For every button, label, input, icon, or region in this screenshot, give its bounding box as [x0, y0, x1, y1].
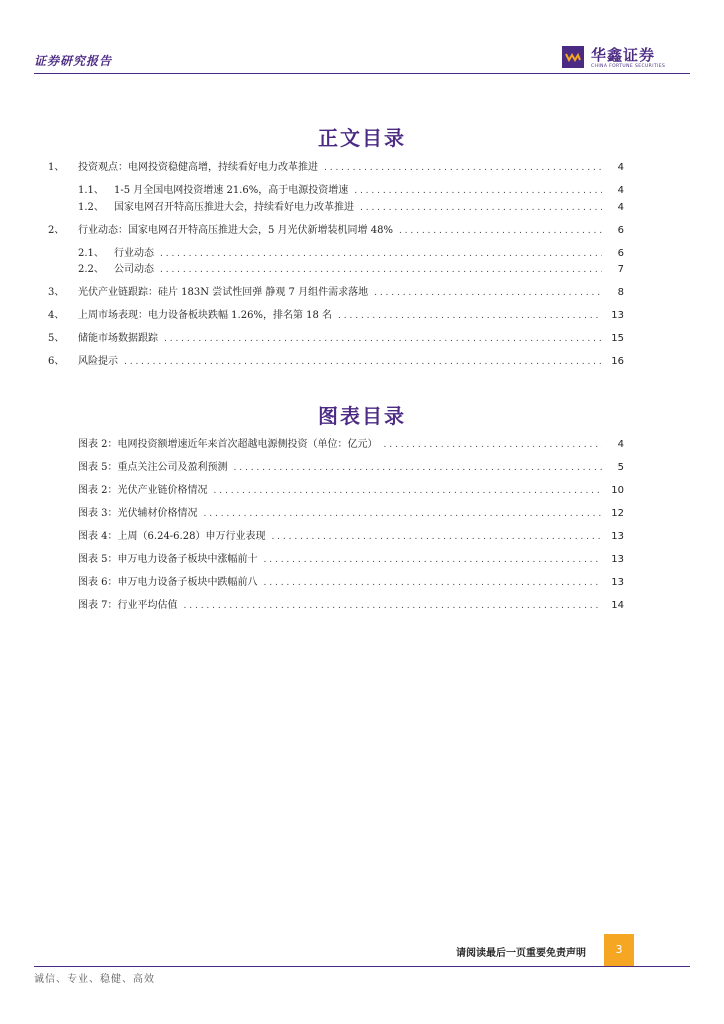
figure-entry-page: 13 — [611, 577, 624, 588]
toc-entry-number: 6、 — [48, 356, 65, 367]
figure-entry-page: 12 — [611, 508, 624, 519]
figure-entry-page: 4 — [617, 439, 624, 450]
toc-entry-number: 3、 — [48, 287, 65, 298]
toc-entry-text: 储能市场数据跟踪 — [78, 333, 158, 344]
toc-entry-page: 8 — [617, 287, 624, 298]
figure-entry-page: 13 — [611, 531, 624, 542]
toc-entry-page: 13 — [611, 310, 624, 321]
logo-text: 华鑫证券 — [591, 46, 656, 64]
toc-entry-text: 上周市场表现：电力设备板块跌幅 1.26%，排名第 18 名 — [78, 310, 333, 321]
figure-leader-dots — [234, 460, 602, 476]
toc-title: 正文目录 — [318, 126, 406, 150]
toc-entry-number: 1.1、 — [78, 185, 104, 196]
toc-leader-dots — [360, 200, 602, 216]
figure-entry-text: 图表 3：光伏辅材价格情况 — [78, 508, 198, 519]
toc-entry-text: 行业动态 — [114, 248, 154, 259]
figure-entry[interactable] — [78, 483, 624, 499]
toc-leader-dots — [160, 262, 602, 278]
toc-entry-number: 4、 — [48, 310, 65, 321]
toc-entry[interactable] — [48, 160, 624, 176]
toc-entry[interactable] — [78, 246, 624, 262]
footer-motto: 诚信、专业、稳健、高效 — [34, 974, 155, 985]
figure-leader-dots — [214, 483, 602, 499]
figure-entry-text: 图表 6：申万电力设备子板块中跌幅前八 — [78, 577, 258, 588]
figure-entry[interactable] — [78, 575, 624, 591]
toc-entry-page: 4 — [617, 202, 624, 213]
toc-entry[interactable] — [48, 308, 624, 324]
company-logo — [562, 44, 697, 74]
figure-leader-dots — [271, 529, 602, 545]
logo-icon — [562, 46, 584, 68]
figure-leader-dots — [264, 575, 602, 591]
toc-entry-page: 16 — [611, 356, 624, 367]
toc-entry[interactable] — [78, 183, 624, 199]
toc-leader-dots — [354, 183, 602, 199]
footer-rule — [34, 966, 690, 967]
toc-leader-dots — [338, 308, 602, 324]
toc-entry-page: 4 — [617, 185, 624, 196]
figure-entry-text: 图表 5：申万电力设备子板块中涨幅前十 — [78, 554, 258, 565]
toc-entry-text: 风险提示 — [78, 356, 118, 367]
figures-title: 图表目录 — [318, 404, 406, 428]
toc-entry-number: 2.1、 — [78, 248, 104, 259]
toc-entry-text: 投资观点：电网投资稳健高增，持续看好电力改革推进 — [78, 162, 318, 173]
toc-leader-dots — [124, 354, 602, 370]
toc-entry-text: 1-5 月全国电网投资增速 21.6%，高于电源投资增速 — [114, 185, 349, 196]
figure-entry-page: 13 — [611, 554, 624, 565]
figure-leader-dots — [204, 506, 602, 522]
toc-entry-text: 国家电网召开特高压推进大会，持续看好电力改革推进 — [114, 202, 354, 213]
logo-subtext: CHINA FORTUNE SECURITIES — [591, 64, 666, 69]
toc-entry-number: 1、 — [48, 162, 65, 173]
figure-entry-text: 图表 2：光伏产业链价格情况 — [78, 485, 208, 496]
toc-leader-dots — [399, 223, 602, 239]
toc-entry-text: 光伏产业链跟踪：硅片 183N 尝试性回弹 静观 7 月组件需求落地 — [78, 287, 369, 298]
figure-entry[interactable] — [78, 437, 624, 453]
toc-entry[interactable] — [78, 200, 624, 216]
toc-entry[interactable] — [48, 223, 624, 239]
toc-entry-number: 1.2、 — [78, 202, 104, 213]
toc-entry-number: 5、 — [48, 333, 65, 344]
page-number: 3 — [604, 934, 634, 966]
toc-entry-text: 行业动态：国家电网召开特高压推进大会，5 月光伏新增装机同增 48% — [78, 225, 393, 236]
toc-entry[interactable] — [48, 354, 624, 370]
toc-leader-dots — [324, 160, 602, 176]
toc-leader-dots — [160, 246, 602, 262]
figure-entry-page: 5 — [617, 462, 624, 473]
toc-entry-page: 7 — [617, 264, 624, 275]
toc-entry-number: 2.2、 — [78, 264, 104, 275]
figure-leader-dots — [264, 552, 602, 568]
toc-entry[interactable] — [48, 331, 624, 347]
toc-entry[interactable] — [78, 262, 624, 278]
figure-entry-page: 14 — [611, 600, 624, 611]
figure-entry[interactable] — [78, 506, 624, 522]
toc-entry-page: 15 — [611, 333, 624, 344]
toc-entry-page: 4 — [617, 162, 624, 173]
header-label: 证券研究报告 — [34, 54, 113, 68]
figure-entry-text: 图表 4：上周（6.24-6.28）申万行业表现 — [78, 531, 266, 542]
figure-entry[interactable] — [78, 529, 624, 545]
toc-leader-dots — [164, 331, 602, 347]
toc-entry[interactable] — [48, 285, 624, 301]
figure-entry-text: 图表 2：电网投资额增速近年来首次超越电源侧投资（单位：亿元） — [78, 439, 378, 450]
figure-leader-dots — [184, 598, 602, 614]
figure-leader-dots — [384, 437, 602, 453]
figure-entry[interactable] — [78, 460, 624, 476]
toc-entry-number: 2、 — [48, 225, 65, 236]
figure-entry-page: 10 — [611, 485, 624, 496]
figure-entry[interactable] — [78, 552, 624, 568]
toc-entry-page: 6 — [617, 225, 624, 236]
toc-entry-page: 6 — [617, 248, 624, 259]
disclaimer-note[interactable]: 请阅读最后一页重要免责声明 — [456, 948, 586, 959]
header-rule — [34, 73, 690, 74]
figure-entry-text: 图表 5：重点关注公司及盈利预测 — [78, 462, 228, 473]
figure-entry[interactable] — [78, 598, 624, 614]
toc-leader-dots — [374, 285, 602, 301]
toc-entry-text: 公司动态 — [114, 264, 154, 275]
figure-entry-text: 图表 7：行业平均估值 — [78, 600, 178, 611]
